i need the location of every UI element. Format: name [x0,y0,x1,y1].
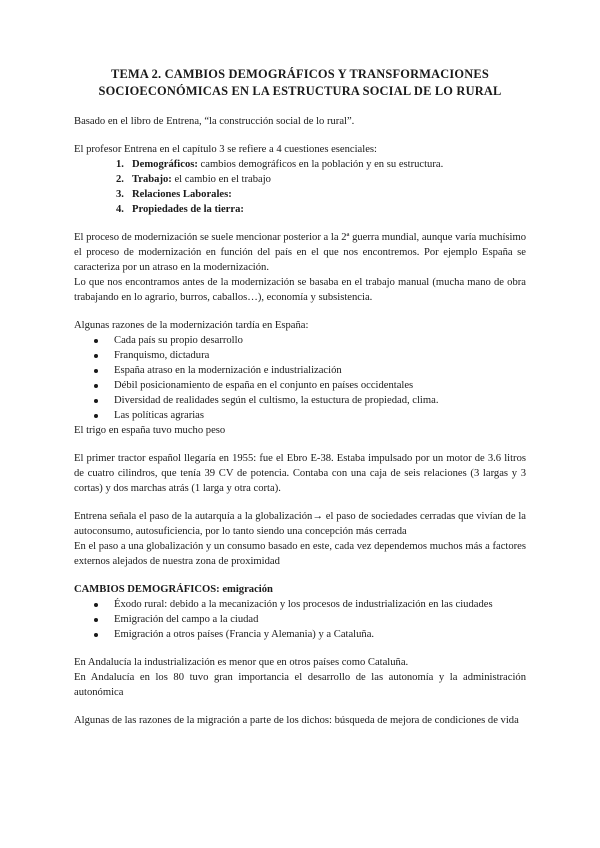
item-text: cambios demográficos en la población y en su estructura. [197,159,444,170]
andalucia-paragraph-1: En Andalucía la industrialización es menor que en otros países como Cataluña. [74,657,409,668]
trigo-paragraph: El trigo en españa tuvo mucho peso [74,425,226,436]
numbered-list [74,157,526,217]
chapter-paragraph: El profesor Entrena en el capítulo 3 se refiere a 4 cuestiones esenciales: [74,144,377,155]
item-text: el cambio en el trabajo [171,174,271,185]
reasons-intro: Algunas razones de la modernización tardía en España: [74,320,309,331]
item-bold: Trabajo: [132,174,172,185]
list-item: Las políticas agrarias [74,408,526,423]
item-number: 3. [116,189,124,200]
list-item: España atraso en la modernización e industrialización [74,363,526,378]
numbered-item [74,202,526,217]
autarquia-paragraph-1: Entrena señala el paso de la autarquía a la globalización→ el paso de sociedades cerradas que vivían de la autoconsumo, autosuficiencia, por lo tanto siendo una concepción más cerrada [74,511,526,537]
reasons-list [74,333,526,423]
modernization-paragraph-1: El proceso de modernización se suele mencionar posterior a la 2ª guerra mundial, aunque varía muchísimo el proceso de modernización en función del país en el que nos encontremos. Por ejemplo España se caracteriza por un atraso en la modernización. [74,232,526,273]
numbered-item [74,172,526,187]
list-item: Diversidad de realidades según el cultismo, la estuctura de propiedad, clima. [74,393,526,408]
list-item: Emigración del campo a la ciudad [74,612,526,627]
item-bold: Relaciones Laborales: [132,189,232,200]
item-number: 1. [116,159,124,170]
numbered-item [74,187,526,202]
list-item: Débil posicionamiento de españa en el conjunto en países occidentales [74,378,526,393]
item-number: 4. [116,204,124,215]
item-bold: Propiedades de la tierra: [132,204,244,215]
numbered-item [74,157,526,172]
list-item: Emigración a otros países (Francia y Alemania) y a Cataluña. [74,627,526,642]
list-item: Cada país su propio desarrollo [74,333,526,348]
list-item: Franquismo, dictadura [74,348,526,363]
tractor-paragraph: El primer tractor español llegaría en 1955: fue el Ebro E-38. Estaba impulsado por un motor de 3.6 litros de cuatro cilindros, que tenía 39 CV de potencia. Contaba con una caja de seis relaciones (3 largas y 3 cortas) y dos marchas atrás (1 larga y otra corta). [74,453,526,494]
item-number: 2. [116,174,124,185]
item-bold: Demográficos: [132,159,198,170]
section-heading: CAMBIOS DEMOGRÁFICOS: emigración [74,584,273,595]
page-title: TEMA 2. CAMBIOS DEMOGRÁFICOS Y TRANSFORMACIONES SOCIOECONÓMICAS EN LA ESTRUCTURA SOCIAL DE LO RURAL [98,67,502,98]
list-item: Éxodo rural: debido a la mecanización y los procesos de industrialización en las ciudades [74,597,526,612]
emigration-list [74,597,526,642]
intro-paragraph: Basado en el libro de Entrena, “la construcción social de lo rural”. [74,116,355,127]
autarquia-paragraph-2: En el paso a una globalización y un consumo basado en este, cada vez dependemos muchos más a factores externos alejados de nuestra zona de proximidad [74,541,526,567]
modernization-paragraph-2: Lo que nos encontramos antes de la modernización se basaba en el trabajo manual (mucha mano de obra trabajando en lo agrario, burros, caballos…), economía y subsistencia. [74,277,526,303]
andalucia-paragraph-2: En Andalucía en los 80 tuvo gran importancia el desarrollo de las autonomía y la administración autonómica [74,672,526,698]
migration-reasons-paragraph: Algunas de las razones de la migración a parte de los dichos: búsqueda de mejora de condiciones de vida [74,715,519,726]
